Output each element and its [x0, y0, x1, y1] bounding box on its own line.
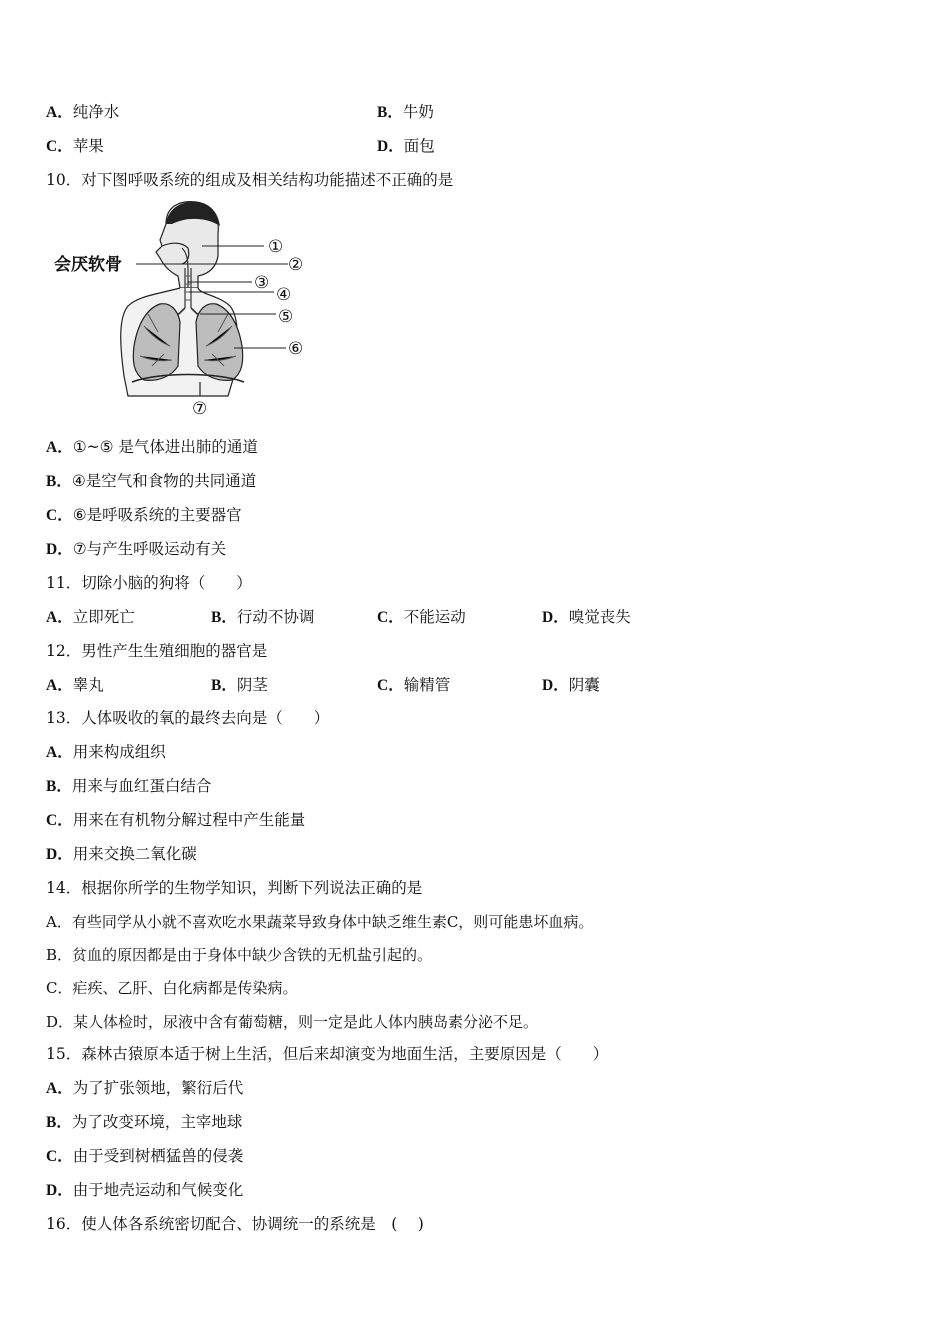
q9-option-d: D．面包	[377, 137, 435, 155]
q12-option-c: C．输精管	[377, 676, 451, 694]
q11-option-b: B．行动不协调	[211, 608, 315, 626]
respiratory-system-figure	[48, 196, 318, 424]
q13-stem: 13．人体吸收的氧的最终去向是（ ）	[46, 709, 330, 727]
q15-stem: 15．森林古猿原本适于树上生活，但后来却演变为地面生活，主要原因是（ ）	[46, 1045, 609, 1063]
q14-option-c: C．疟疾、乙肝、白化病都是传染病。	[46, 979, 298, 997]
q11-option-d: D．嗅觉丧失	[542, 608, 631, 626]
marker-5: ⑤	[278, 307, 294, 327]
marker-2: ②	[288, 255, 304, 275]
q12-option-a: A．睾丸	[46, 676, 104, 694]
q15-option-b: B．为了改变环境，主宰地球	[46, 1113, 243, 1131]
q9-option-a: A．纯净水	[46, 103, 120, 121]
q14-option-d: D．某人体检时，尿液中含有葡萄糖，则一定是此人体内胰岛素分泌不足。	[46, 1013, 539, 1031]
q12-stem: 12．男性产生生殖细胞的器官是	[46, 642, 268, 660]
q13-option-a: A．用来构成组织	[46, 743, 166, 761]
q12-option-b: B．阴茎	[211, 676, 268, 694]
q16-stem: 16．使人体各系统密切配合、协调统一的系统是 ( )	[46, 1215, 424, 1233]
marker-6: ⑥	[288, 339, 304, 359]
q15-option-c: C．由于受到树栖猛兽的侵袭	[46, 1147, 244, 1165]
q9-option-c: C．苹果	[46, 137, 104, 155]
q14-option-b: B．贫血的原因都是由于身体中缺少含铁的无机盐引起的。	[46, 946, 433, 964]
q9-option-b: B．牛奶	[377, 103, 434, 121]
q13-option-c: C．用来在有机物分解过程中产生能量	[46, 811, 306, 829]
q10-option-d: D．⑦与产生呼吸运动有关	[46, 540, 227, 558]
q13-option-b: B．用来与血红蛋白结合	[46, 777, 212, 795]
q14-option-a: A．有些同学从小就不喜欢吃水果蔬菜导致身体中缺乏维生素C，则可能患坏血病。	[46, 913, 594, 931]
q11-option-c: C．不能运动	[377, 608, 466, 626]
marker-1: ①	[268, 237, 284, 257]
marker-7: ⑦	[192, 399, 208, 419]
epiglottis-label: 会厌软骨	[54, 255, 122, 275]
q13-option-d: D．用来交换二氧化碳	[46, 845, 197, 863]
q10-option-a: A．①~⑤ 是气体进出肺的通道	[46, 438, 258, 456]
q12-option-d: D．阴囊	[542, 676, 600, 694]
marker-4: ④	[276, 285, 292, 305]
q15-option-d: D．由于地壳运动和气候变化	[46, 1181, 244, 1199]
q10-option-c: C．⑥是呼吸系统的主要器官	[46, 506, 242, 524]
q15-option-a: A．为了扩张领地，繁衍后代	[46, 1079, 244, 1097]
marker-3: ③	[254, 273, 270, 293]
q10-stem: 10．对下图呼吸系统的组成及相关结构功能描述不正确的是	[46, 171, 454, 189]
q10-option-b: B．④是空气和食物的共同通道	[46, 472, 257, 490]
q11-stem: 11．切除小脑的狗将（ ）	[46, 574, 252, 592]
q14-stem: 14．根据你所学的生物学知识，判断下列说法正确的是	[46, 879, 423, 897]
q11-option-a: A．立即死亡	[46, 608, 135, 626]
